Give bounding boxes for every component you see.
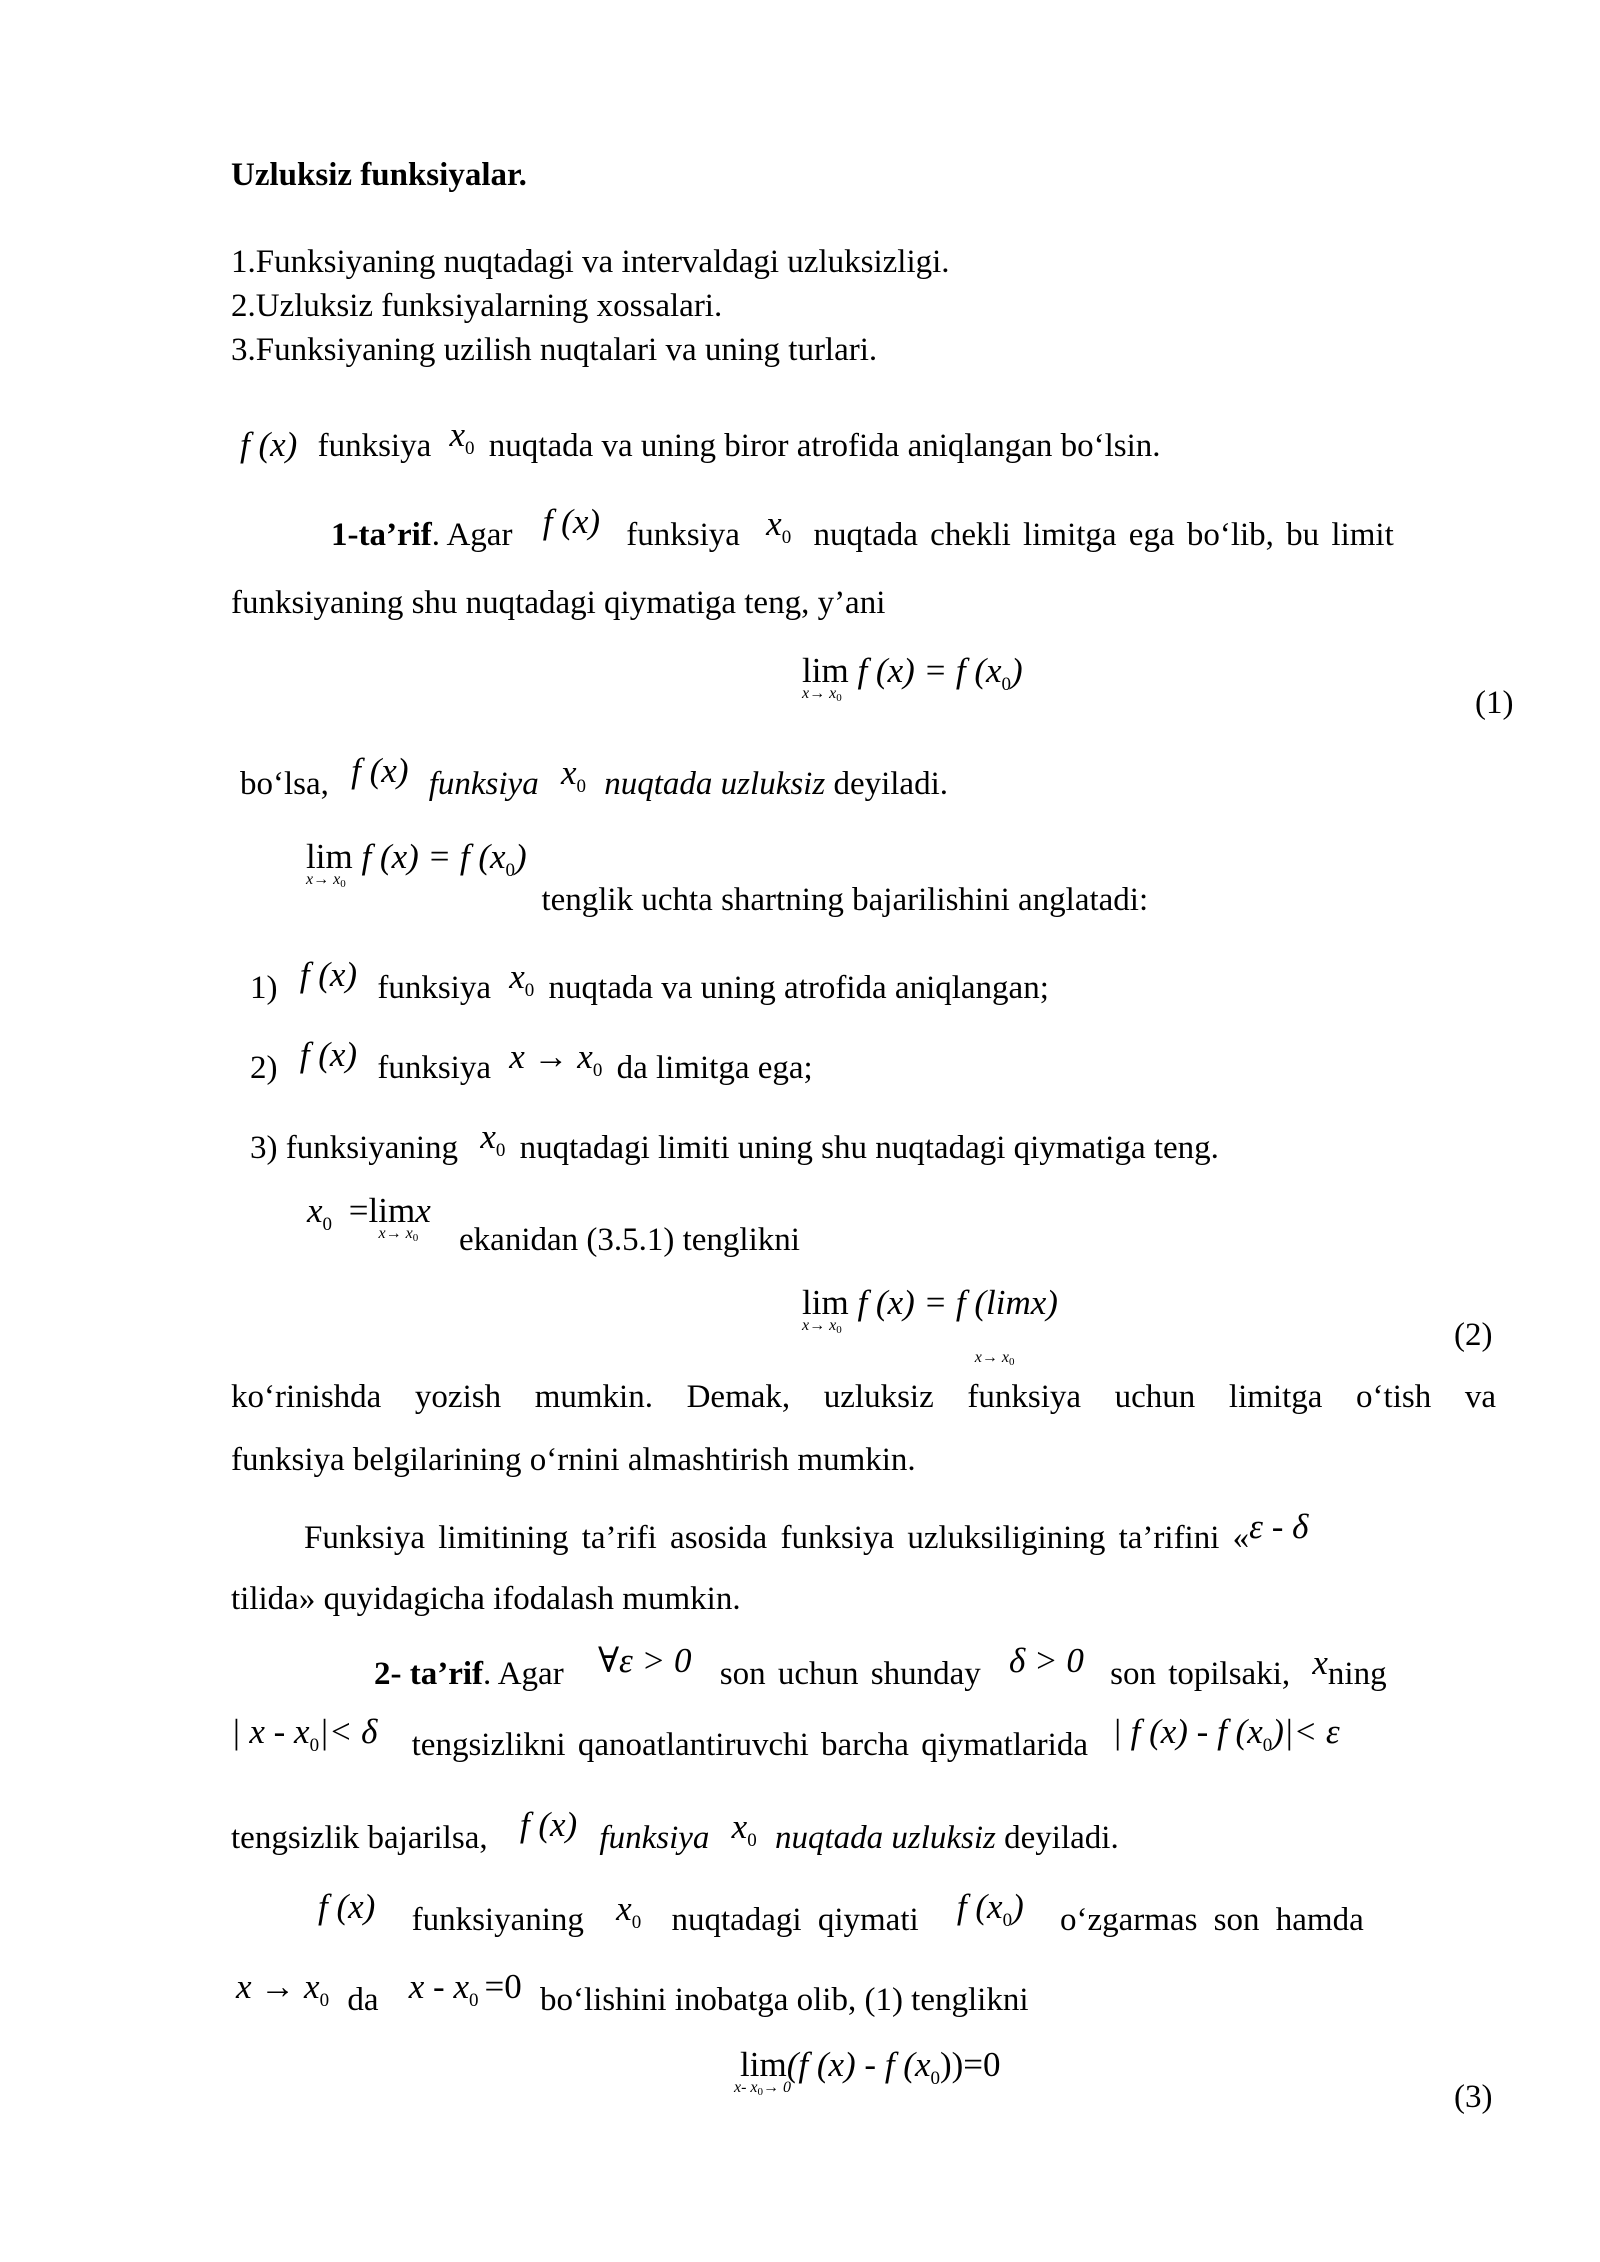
condition-3: 3) funksiyaning $x_0$ nuqtadagi limiti uning shu nuqtadagi qiymatiga teng.: [250, 1117, 1219, 1166]
conditions-intro: lim x→ x0 f (x) = f $(x_0)$ tenglik uchta shartning bajarilishini anglatadi:: [306, 837, 1149, 918]
formula-3: lim x- x0→ 0 (f (x) - f $(x_0))=0$: [734, 2045, 1001, 2098]
def1-conclusion: bo‘lsa, f (x) funksiya $x_0$ nuqtada uzluksiz deyiladi.: [240, 751, 949, 802]
def2-line-1: 2- ta’rif. Agar ∀ε > 0 son uchun shunday δ > 0 son topilsaki, xning: [374, 1641, 1387, 1692]
formula-2: lim x→ x0 f (x) = f (lim x→ x0 x): [802, 1283, 1058, 1368]
condition-2: 2) f (x) funksiya $x \to x_0$ da limitga ega;: [250, 1035, 813, 1086]
lim-operator: lim x→ x0: [802, 651, 849, 704]
def2-line-2: | $x - x_0|< \delta$ tengsizlikni qanoatlantiruvchi barcha qiymatlarida | f (x) - f $(x_0)|< \varepsilon$: [231, 1712, 1340, 1763]
outline-item-1: 1.Funksiyaning nuqtadagi va intervaldagi uzluksizligi.: [231, 244, 950, 280]
eps-delta-line-1: Funksiya limitining ta’rifi asosida funksiya uzluksiligining ta’rifini «ε - δ: [304, 1507, 1309, 1556]
eq2-paragraph-line-2: funksiya belgilarining o‘rnini almashtirish mumkin.: [231, 1442, 916, 1478]
def2-line-3: tengsizlik bajarilsa, f (x) funksiya $x_0$ nuqtada uzluksiz deyiladi.: [231, 1805, 1119, 1856]
condition-1: 1) f (x) funksiya $x_0$ nuqtada va uning atrofida aniqlangan;: [250, 955, 1049, 1006]
fx-symbol: f (x): [240, 425, 298, 464]
def1-label: 1-ta’rif: [331, 517, 432, 553]
def1-line-1: 1-ta’rif. Agar f (x) funksiya $x_0$ nuqtada chekli limitga ega bo‘lib, bu limit: [331, 502, 1394, 553]
page-title: Uzluksiz funksiyalar.: [231, 157, 527, 193]
x0-symbol: $x_0$: [449, 415, 475, 459]
eq3-line-2: $x \to x_0$ da $x - x_0 =0$ bo‘lishini inobatga olib, (1) tenglikni: [236, 1967, 1029, 2018]
def1-line-2: funksiyaning shu nuqtadagi qiymatiga teng, y’ani: [231, 585, 886, 621]
def2-label: 2- ta’rif: [374, 1656, 484, 1692]
outline-item-2: 2.Uzluksiz funksiyalarning xossalari.: [231, 288, 723, 324]
eq2-paragraph-line-1: ko‘rinishda yozish mumkin. Demak, uzluksiz funksiya uchun limitga o‘tish va: [231, 1379, 1496, 1415]
outline-item-3: 3.Funksiyaning uzilish nuqtalari va uning turlari.: [231, 332, 878, 368]
intro-line: f (x) funksiya $x_0$ nuqtada va uning biror atrofida aniqlangan bo‘lsin.: [240, 415, 1161, 464]
equation-number-2: (2): [1454, 1317, 1493, 1353]
eps-delta-line-2: tilida» quyidagicha ifodalash mumkin.: [231, 1581, 741, 1617]
equation-number-1: (1): [1475, 685, 1514, 721]
eq3-line-1: f (x) funksiyaning $x_0$ nuqtadagi qiymati f $(x_0)$ o‘zgarmas son hamda: [318, 1887, 1364, 1938]
equation-number-3: (3): [1454, 2079, 1493, 2115]
formula-1: lim x→ x0 f (x) = f $(x_0)$: [802, 651, 1023, 704]
x0-lim-line: $x_0 =\lim$ x→ x0 x ekanidan (3.5.1) tenglikni: [307, 1191, 800, 1258]
